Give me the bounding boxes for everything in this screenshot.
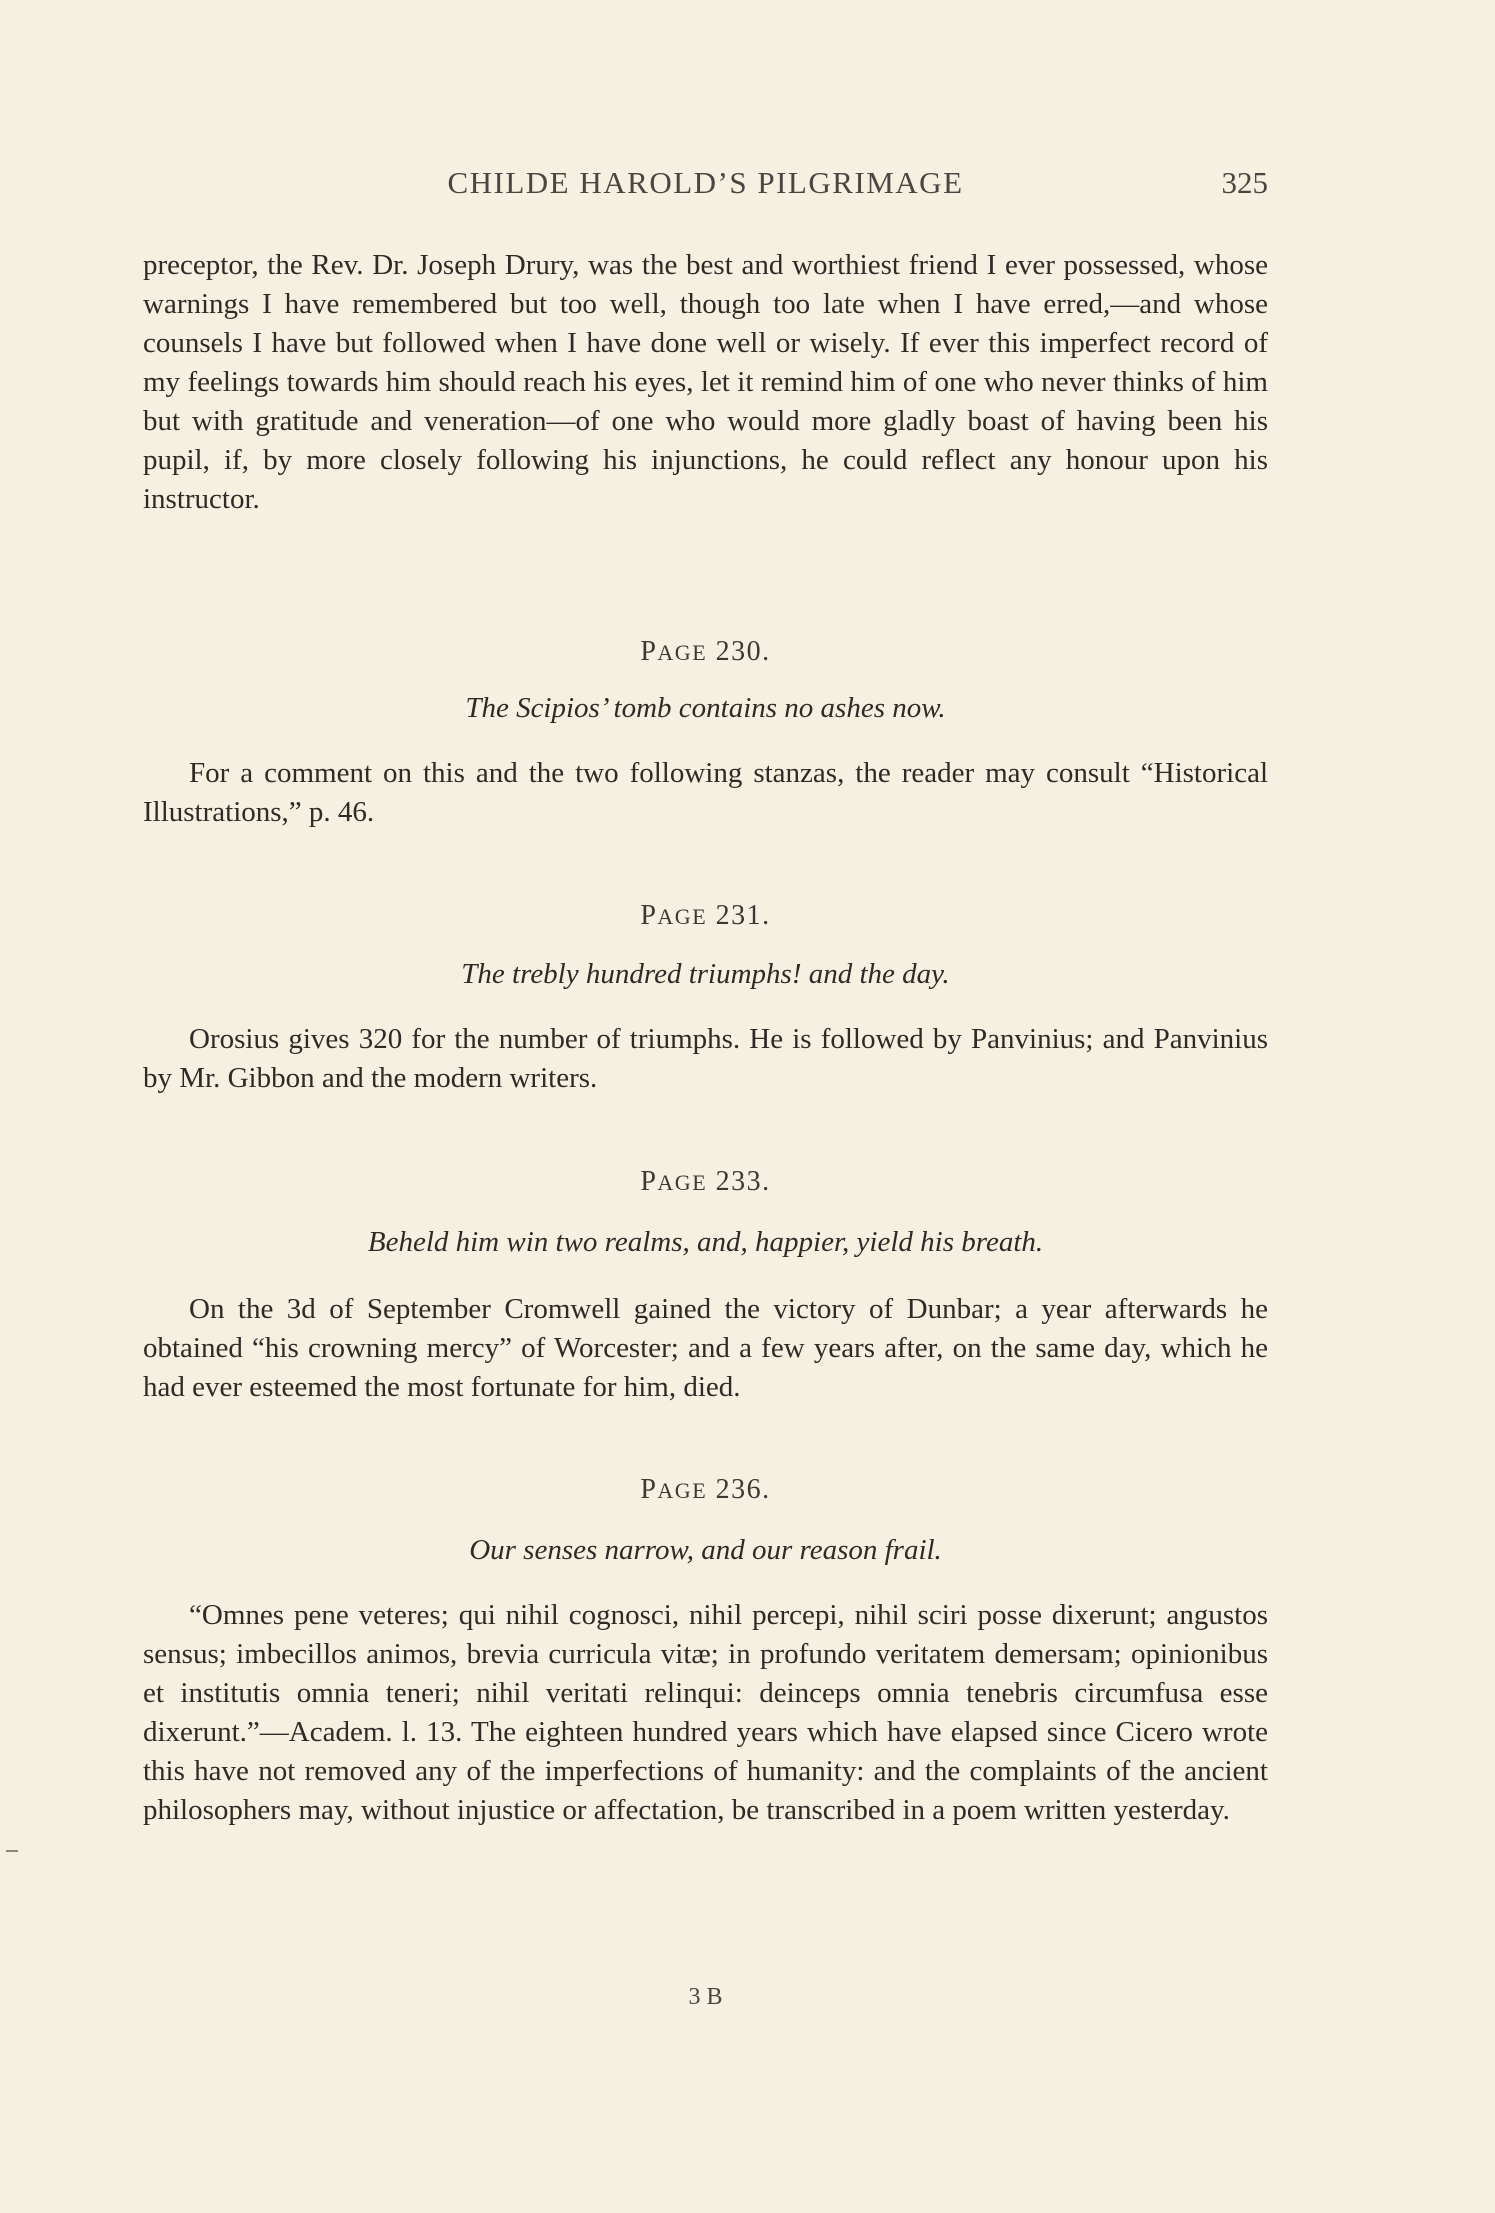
- heading-number: 236.: [715, 1474, 771, 1505]
- note-quote-231: The trebly hundred triumphs! and the day.: [461, 958, 950, 990]
- note-text-231: Orosius gives 320 for the number of triumphs. He is followed by Panvinius; and Panvinius by Mr. Gibbon and the modern writers.: [143, 1023, 1268, 1094]
- heading-number: 231.: [715, 900, 771, 931]
- note-text-236: “Omnes pene veteres; qui nihil cognosci, nihil percepi, nihil sciri posse dixerunt; angustos sensus; imbecillos animos, brevia curricula vitæ; in profundo veritatem demersam; opinionibus et institutis omnia teneri; nihil veritati relinqui: deinceps omnia tenebris circumfusa esse dixerunt.”—Academ. l. 13. The eighteen hundred years which have elapsed since Cicero wrote this have not removed any of the imperfections of humanity: and the complaints of the ancient philosophers may, without injustice or affectation, be transcribed in a poem written yesterday.: [143, 1599, 1268, 1826]
- signature-mark: 3 B: [688, 1984, 723, 2010]
- opening-paragraph: preceptor, the Rev. Dr. Joseph Drury, was the best and worthiest friend I ever possessed, whose warnings I have remembered but too well, though too late when I have erred,—and whose counsels I have but followed when I have done well or wisely. If ever this imperfect record of my feelings towards him should reach his eyes, let it remind him of one who never thinks of him but with gratitude and veneration—of one who would more gladly boast of having been his pupil, if, by more closely following his injunctions, he could reflect any honour upon his instructor.: [143, 249, 1268, 515]
- page-number: 325: [1221, 165, 1268, 200]
- running-title: CHILDE HAROLD’S PILGRIMAGE: [447, 165, 964, 200]
- heading-initial: P: [640, 1166, 658, 1197]
- heading-smallcaps: AGE: [657, 904, 708, 929]
- heading-number: 230.: [715, 636, 771, 667]
- note-heading-233: [143, 1166, 1268, 1198]
- running-head: [143, 165, 1268, 215]
- note-heading-231: [143, 900, 1268, 932]
- note-heading-236: [143, 1474, 1268, 1506]
- heading-initial: P: [640, 1474, 658, 1505]
- note-quote-230: The Scipios’ tomb contains no ashes now.: [465, 692, 946, 724]
- heading-smallcaps: AGE: [657, 1478, 708, 1503]
- note-quote-236: Our senses narrow, and our reason frail.: [469, 1534, 942, 1566]
- note-text-233: On the 3d of September Cromwell gained the victory of Dunbar; a year afterwards he obtained “his crowning mercy” of Worcester; and a few years after, on the same day, which he had ever esteemed the most fortunate for him, died.: [143, 1293, 1268, 1403]
- heading-number: 233.: [715, 1166, 771, 1197]
- heading-smallcaps: AGE: [657, 1170, 708, 1195]
- heading-initial: P: [640, 900, 658, 931]
- margin-mark: [6, 1850, 18, 1852]
- heading-initial: P: [640, 636, 658, 667]
- heading-smallcaps: AGE: [657, 640, 708, 665]
- note-text-230: For a comment on this and the two following stanzas, the reader may consult “Historical Illustrations,” p. 46.: [143, 757, 1268, 828]
- note-heading-230: [143, 636, 1268, 668]
- note-quote-233: Beheld him win two realms, and, happier, yield his breath.: [367, 1226, 1044, 1258]
